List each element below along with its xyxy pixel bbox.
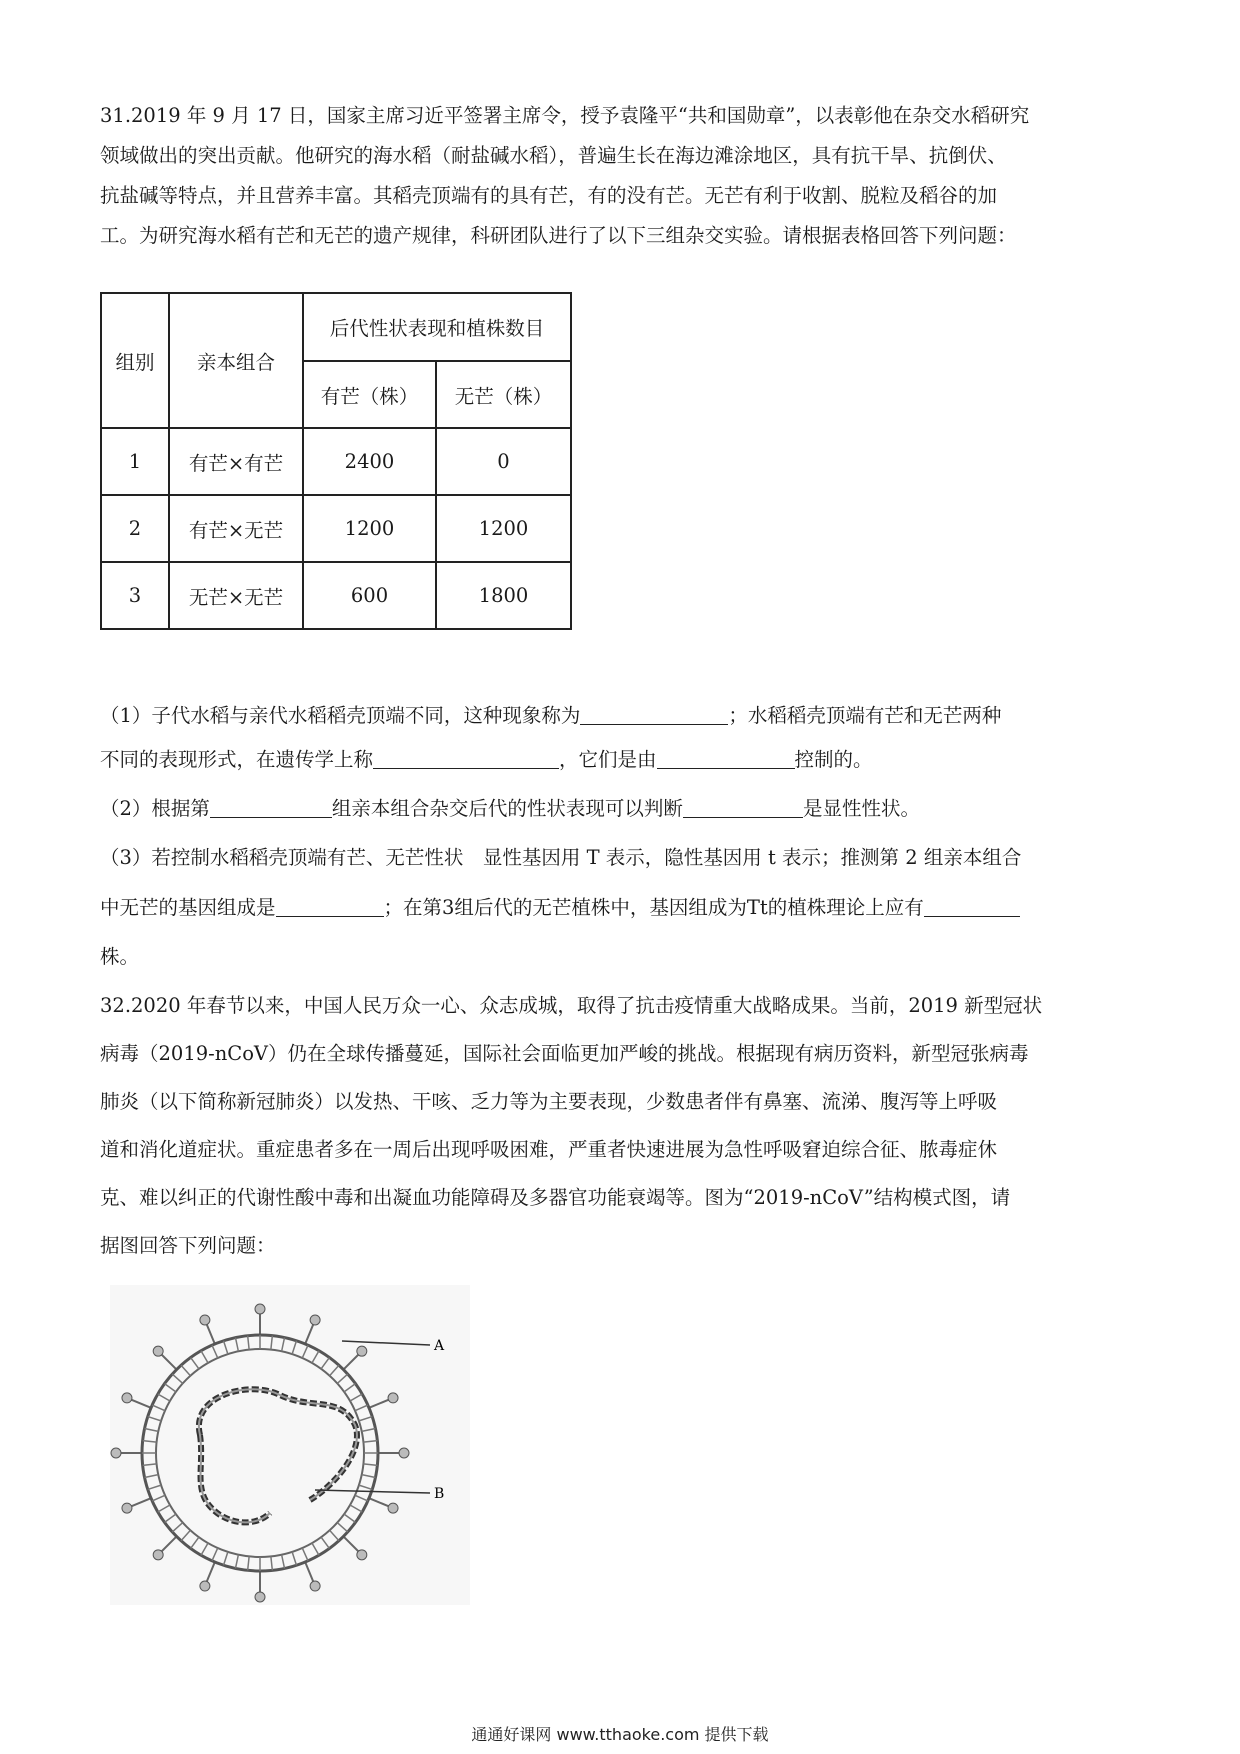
header-awned: 有芒（株） xyxy=(303,361,436,428)
sub3-line-1: （3）若控制水稻稻壳顶端有芒、无芒性状 显性基因用 T 表示，隐性基因用 t 表示；推测第 2 组亲本组合 xyxy=(100,846,1022,869)
answer-blank[interactable] xyxy=(373,749,559,770)
q31-line-1: 31.2019 年 9 月 17 日，国家主席习近平签署主席令，授予袁隆平“共和国勋章”，以表彰他在杂交水稻研究 xyxy=(100,104,1030,127)
spike-head xyxy=(255,1592,265,1602)
q32-line-2: 病毒（2019-nCoV）仍在全球传播蔓延，国际社会面临更加严峻的挑战。根据现有病历资料，新型冠张病毒 xyxy=(100,1042,1029,1065)
cell-group: 2 xyxy=(101,495,169,562)
answer-blank[interactable] xyxy=(210,798,332,819)
q32-line-5: 克、难以纠正的代谢性酸中毒和出凝血功能障碍及多器官功能衰竭等。图为“2019-nCoV”结构模式图，请 xyxy=(100,1186,1011,1209)
sub1-line-2: 不同的表现形式，在遗传学上称 ，它们是由 控制的。 xyxy=(100,748,873,771)
sub3-line-2: 中无芒的基因组成是 ；在第3组后代的无芒植株中，基因组成为Tt的植株理论上应有 xyxy=(100,892,1020,920)
spike-head xyxy=(122,1393,132,1403)
spike-head xyxy=(357,1346,367,1356)
q31-line-2: 领域做出的突出贡献。他研究的海水稻（耐盐碱水稻），普遍生长在海边滩涂地区，具有抗干旱、抗倒伏、 xyxy=(100,144,1007,167)
spike-head xyxy=(200,1581,210,1591)
table-row xyxy=(101,562,571,629)
cell-parents: 有芒×有芒 xyxy=(169,428,303,495)
q32-line-6: 据图回答下列问题： xyxy=(100,1234,276,1257)
spike-head xyxy=(153,1346,163,1356)
spike-head xyxy=(399,1448,409,1458)
cell-awned: 1200 xyxy=(303,495,436,562)
page-footer: 通通好课网 www.tthaoke.com 提供下载 xyxy=(471,1725,769,1744)
table-row xyxy=(101,495,571,562)
answer-blank[interactable] xyxy=(924,897,1020,918)
q32-line-4: 道和消化道症状。重症患者多在一周后出现呼吸困难，严重者快速进展为急性呼吸窘迫综合征、脓毒症休 xyxy=(100,1138,998,1161)
header-offspring: 后代性状表现和植株数目 xyxy=(303,293,571,361)
spike-head xyxy=(200,1315,210,1325)
cell-awned: 2400 xyxy=(303,428,436,495)
spike-head xyxy=(255,1304,265,1314)
sub3-line-3: 株。 xyxy=(100,945,140,968)
spike-head xyxy=(310,1315,320,1325)
q31-line-3: 抗盐碱等特点，并且营养丰富。其稻壳顶端有的具有芒，有的没有芒。无芒有利于收割、脱粒及稻谷的加 xyxy=(100,184,998,207)
sub2-line: （2）根据第 组亲本组合杂交后代的性状表现可以判断 是显性性状。 xyxy=(100,797,920,820)
spike-head xyxy=(357,1550,367,1560)
cell-group: 1 xyxy=(101,428,169,495)
cell-awnless: 1200 xyxy=(436,495,571,562)
label-a: A xyxy=(434,1338,445,1354)
spike-head xyxy=(122,1503,132,1513)
spike-head xyxy=(388,1393,398,1403)
header-parents: 亲本组合 xyxy=(169,293,303,428)
answer-blank[interactable] xyxy=(683,798,803,819)
q32-line-1: 32.2020 年春节以来，中国人民万众一心、众志成城，取得了抗击疫情重大战略成果。当前，2019 新型冠状 xyxy=(100,994,1043,1017)
spike-head xyxy=(388,1503,398,1513)
cell-group: 3 xyxy=(101,562,169,629)
spike-head xyxy=(310,1581,320,1591)
answer-blank[interactable] xyxy=(276,897,384,918)
answer-blank[interactable] xyxy=(657,749,795,770)
header-awnless: 无芒（株） xyxy=(436,361,571,428)
label-b: B xyxy=(434,1486,445,1502)
cell-parents: 无芒×无芒 xyxy=(169,562,303,629)
q32-line-3: 肺炎（以下简称新冠肺炎）以发热、干咳、乏力等为主要表现，少数患者伴有鼻塞、流涕、腹泻等上呼吸 xyxy=(100,1090,998,1113)
answer-blank[interactable] xyxy=(580,705,728,726)
crossing-experiment-table xyxy=(100,292,572,630)
spike-head xyxy=(153,1550,163,1560)
cell-parents: 有芒×无芒 xyxy=(169,495,303,562)
spike-head xyxy=(111,1448,121,1458)
table-row xyxy=(101,428,571,495)
cell-awnless: 0 xyxy=(436,428,571,495)
header-group: 组别 xyxy=(101,293,169,428)
cell-awned: 600 xyxy=(303,562,436,629)
q31-line-4: 工。为研究海水稻有芒和无芒的遗产规律，科研团队进行了以下三组杂交实验。请根据表格回答下列问题： xyxy=(100,224,1017,247)
virus-structure-figure xyxy=(110,1285,470,1605)
cell-awnless: 1800 xyxy=(436,562,571,629)
sub1-line-1: （1）子代水稻与亲代水稻稻壳顶端不同，这种现象称为 ；水稻稻壳顶端有芒和无芒两种 xyxy=(100,704,1002,727)
